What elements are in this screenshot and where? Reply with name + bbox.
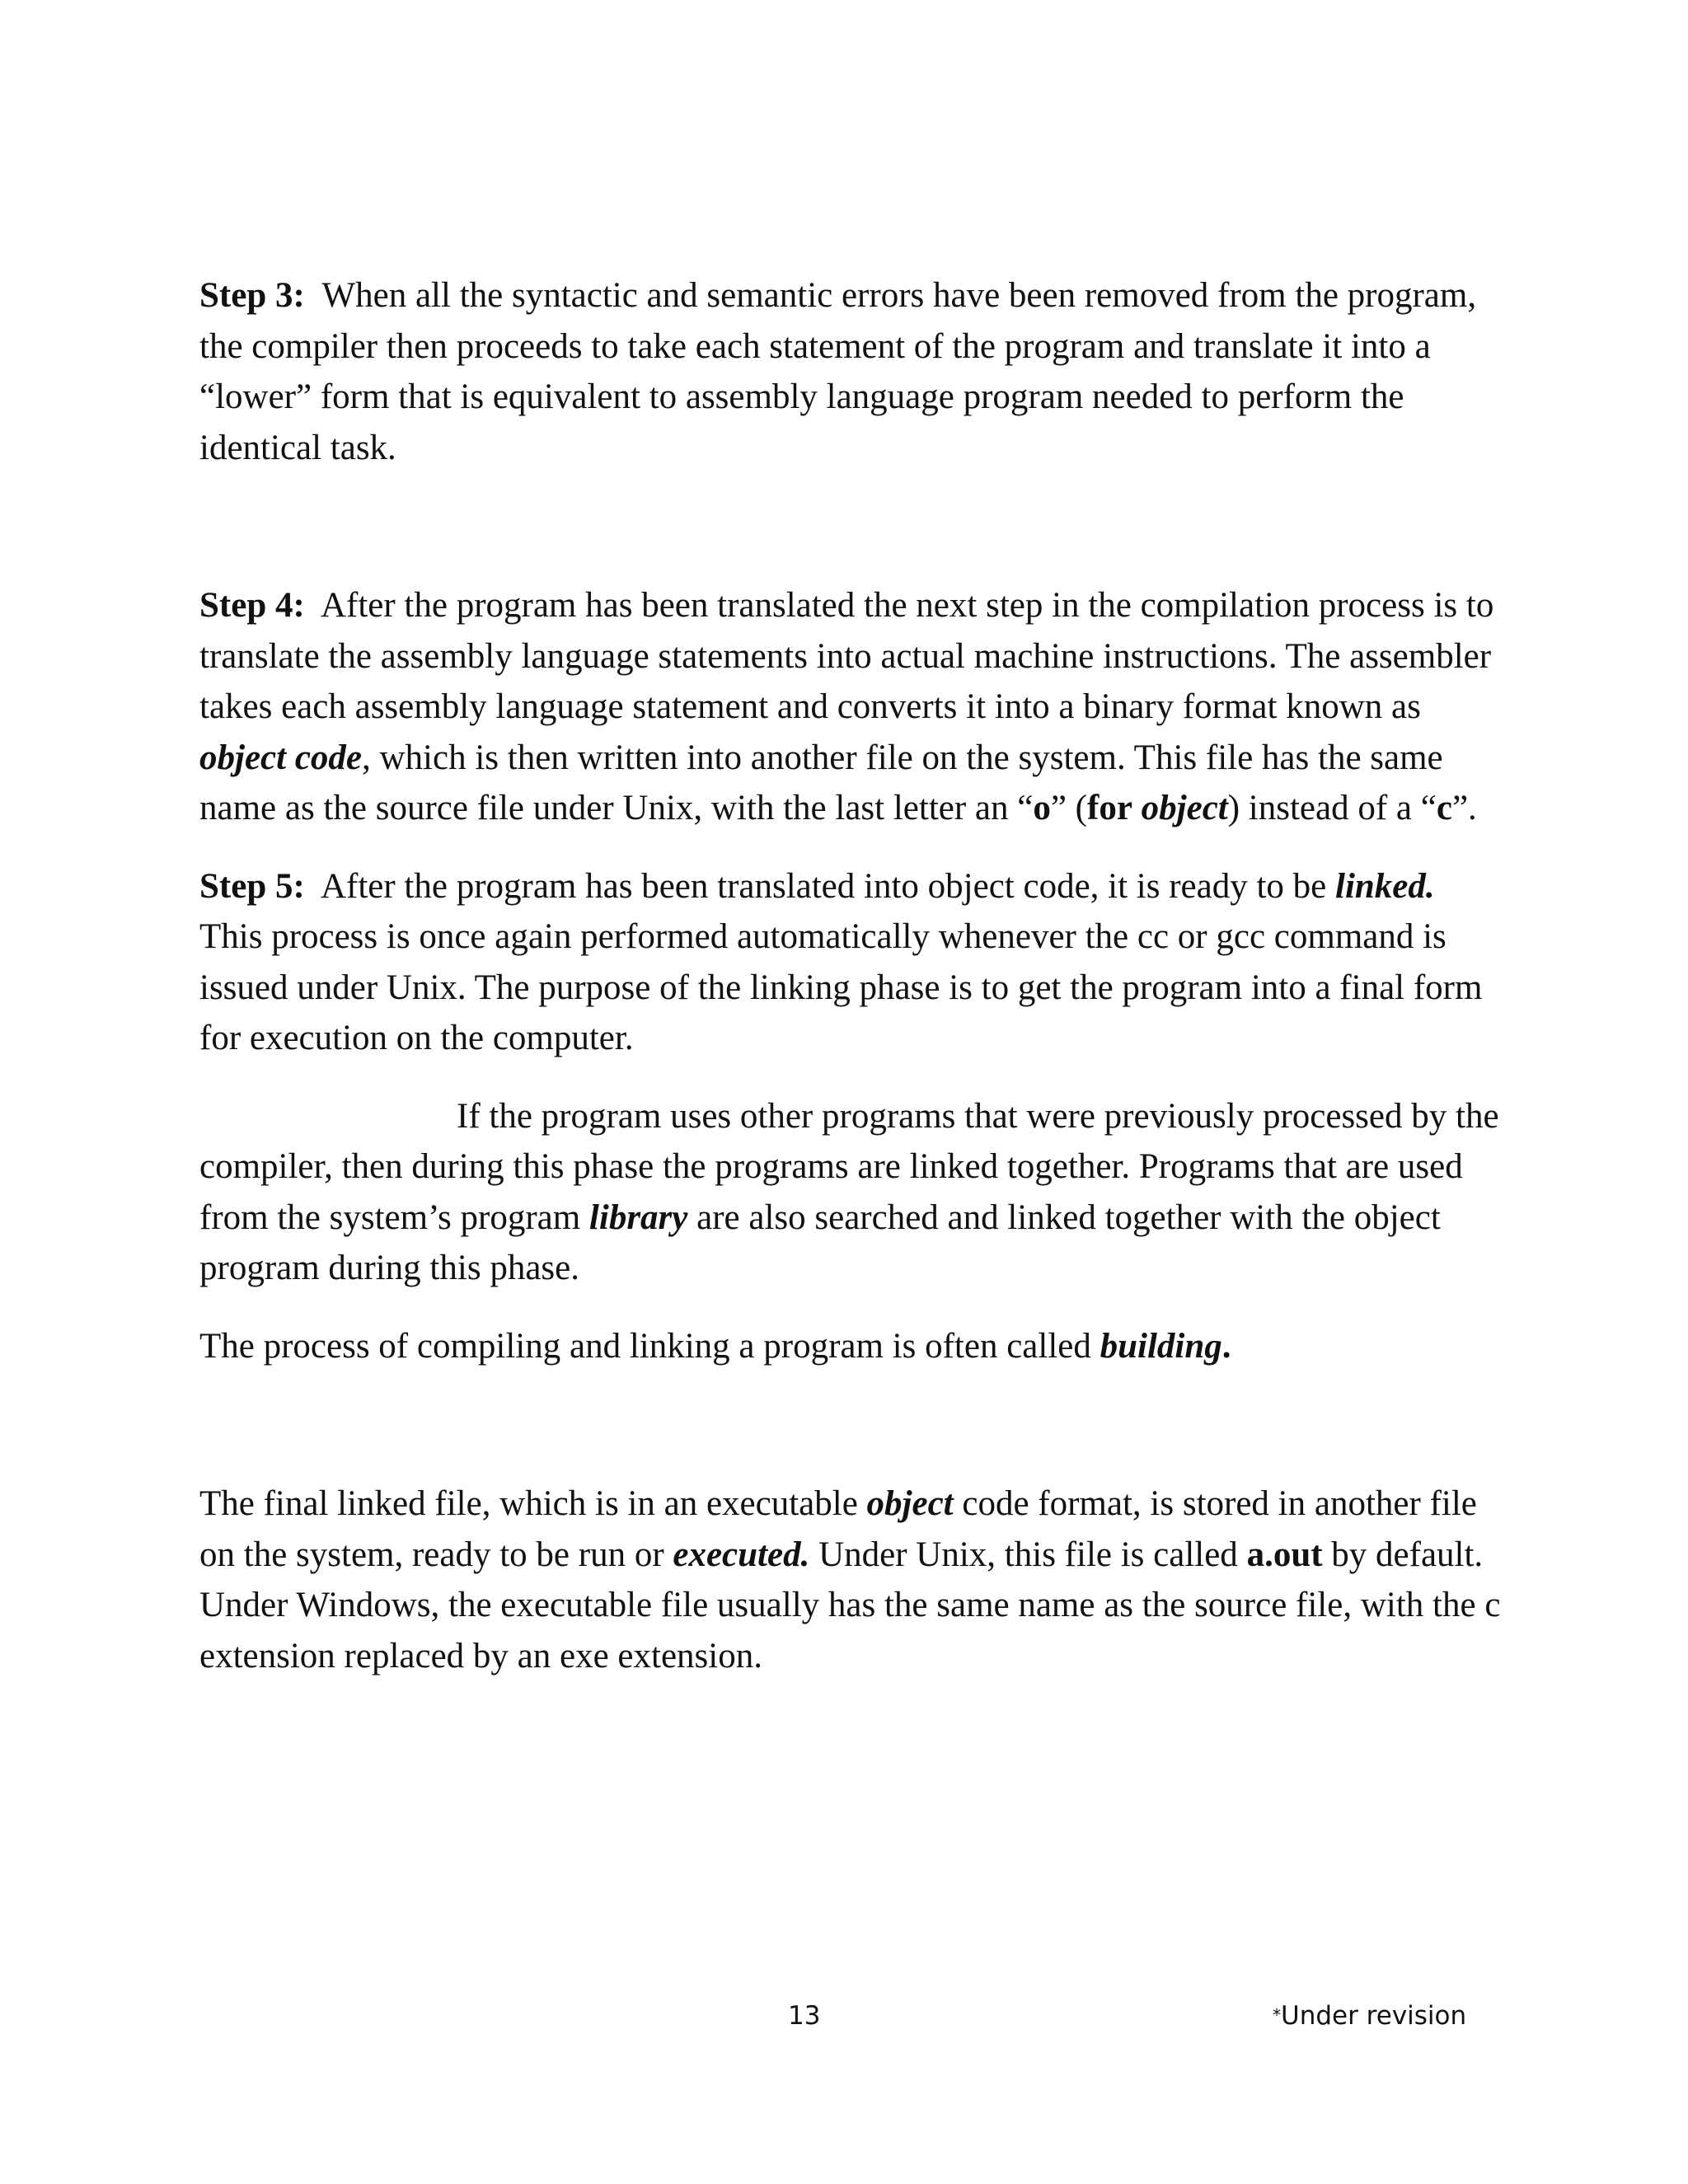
paragraph-step-4 — [199, 580, 1502, 834]
paragraph-linking — [199, 1091, 1502, 1294]
letter-o: o — [1033, 789, 1051, 827]
step-4-label: Step 4: — [199, 586, 305, 625]
letter-c: c — [1436, 789, 1452, 827]
step-3-label: Step 3: — [199, 276, 305, 315]
step-5-text: This process is once again performed automatically whenever the cc or gcc command is issued under Unix. The purpose of the linking phase is to get the program into a final form for execution on the computer. — [199, 917, 1483, 1057]
step-4-text: , which is then written into another file on the system. This file has the same name as the source file under Unix, with the last letter an “ — [199, 738, 1443, 827]
building-text: The process of compiling and linking a program is often called — [199, 1326, 1100, 1366]
step-3-text: When all the syntactic and semantic errors have been removed from the program, the compiler then proceeds to take each statement of the program and translate it into a “lower” form that is equivalent to assembly language program needed to perform the identical task. — [199, 276, 1477, 467]
page-number: 13 — [788, 2001, 821, 2031]
step-4-text: After the program has been translated the next step in the compilation process is to translate the assembly language statements into actual machine instructions. The assembler takes each assembly language statement and converts it into a binary format known as — [199, 586, 1494, 726]
paragraph-final — [199, 1479, 1502, 1681]
paragraph-step-3 — [199, 270, 1502, 473]
step-5-label: Step 5: — [199, 866, 305, 906]
step-5-text: After the program has been translated into object code, it is ready to be — [320, 866, 1335, 906]
term-a-out: a.out — [1246, 1535, 1323, 1574]
final-text: Under Unix, this file is called — [809, 1535, 1247, 1574]
revision-text: Under revision — [1281, 2001, 1467, 2031]
linking-text: If the program uses other programs that were previously processed by the compiler, then during this phase the programs are linked together. Programs that are used from the system’s program — [199, 1096, 1499, 1237]
step-4-text: ” ( — [1050, 789, 1087, 827]
term-linked: linked. — [1335, 866, 1435, 906]
final-text: code format, is stored in another file on the system, ready to be run or — [199, 1484, 1477, 1574]
linking-text: are also searched and linked together with the object program during this phase. — [199, 1197, 1441, 1287]
building-period: . — [1221, 1326, 1231, 1366]
revision-note — [1273, 2001, 1466, 2031]
document-body — [199, 270, 1502, 1681]
term-object-code: object code — [199, 738, 362, 777]
paragraph-building — [199, 1321, 1502, 1372]
revision-star: * — [1273, 2005, 1281, 2025]
step-4-text: ”. — [1451, 789, 1477, 827]
term-object-executable: object — [866, 1484, 954, 1523]
paragraph-step-5 — [199, 861, 1502, 1064]
page-footer — [0, 2001, 1688, 2042]
term-building: building — [1100, 1326, 1222, 1366]
step-4-text: ) instead of a “ — [1227, 789, 1437, 827]
final-text: The final linked file, which is in an executable — [199, 1484, 867, 1523]
term-library: library — [588, 1197, 688, 1237]
for-word: for — [1087, 789, 1132, 827]
final-text: by default. Under Windows, the executable file usually has the same name as the source file, with the c extension replaced by an exe extension. — [199, 1535, 1501, 1675]
term-executed: executed. — [673, 1535, 810, 1574]
term-object: object — [1141, 789, 1228, 827]
